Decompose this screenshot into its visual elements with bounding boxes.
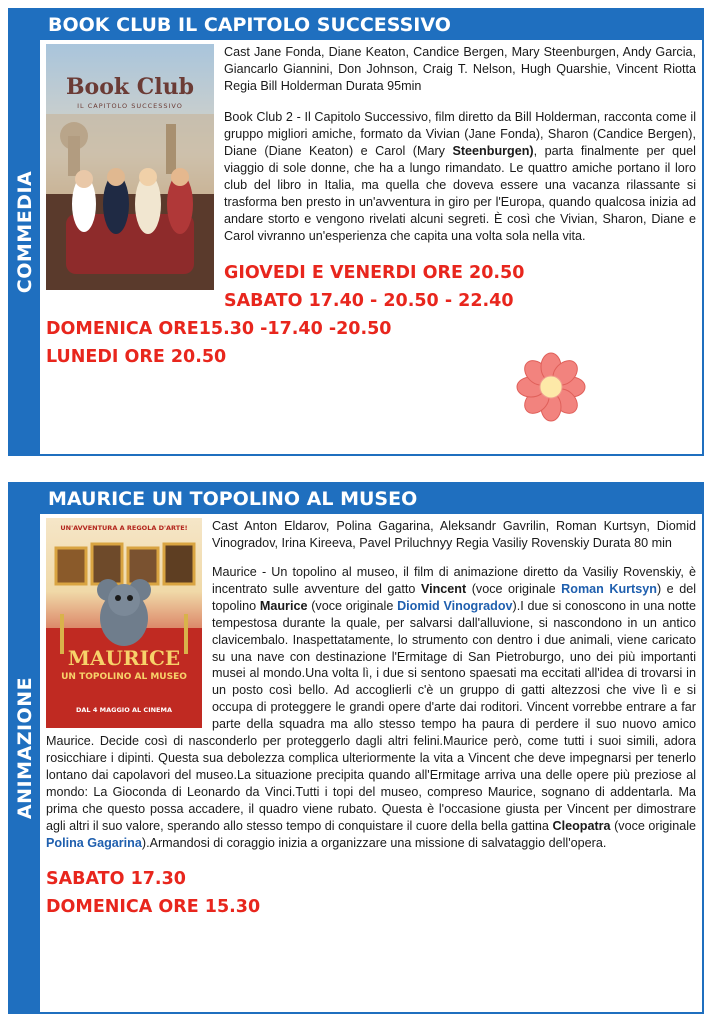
character-name: Cleopatra [552,818,611,833]
poster-logo: MAURICE [67,646,181,670]
showtime-line: DOMENICA ORE15.30 -17.40 -20.50 [46,319,392,339]
genre-label: COMMEDIA [14,170,36,294]
synopsis-text: (voce originale [307,598,398,613]
voice-actor-name: Roman Kurtsyn [561,581,657,596]
synopsis-text: (voce originale [466,581,562,596]
synopsis-text: ) e del topolino [212,581,697,613]
poster-subtitle: UN TOPOLINO AL MUSEO [61,672,187,682]
poster-logo: Book Club [65,74,195,100]
character-name: Vincent [420,581,467,596]
film-title: BOOK CLUB IL CAPITOLO SUCCESSIVO [40,10,702,40]
cast-line: Cast Jane Fonda, Diane Keaton, Candice Bergen, Mary Steenburgen, Andy Garcia, Giancarlo Giannini, Don Johnson, Craig T. Nelson, Hugh Quarshie, Vincent Riotta Regia Bill Holderman Durata 95min [224,45,696,93]
film-poster[interactable] [46,518,202,728]
showtime-line: DOMENICA ORE 15.30 [46,897,261,918]
character-name: Maurice [259,598,308,613]
synopsis-bold: Steenburgen) [452,144,534,158]
film-content [46,518,696,1008]
film-title: MAURICE UN TOPOLINO AL MUSEO [40,484,702,514]
synopsis-text: Maurice - Un topolino al museo, il film di animazione diretto da Vasiliy Rovenskiy, è incentrato sulle avventure del gatto [212,565,696,596]
showtime-line: LUNEDI ORE 20.50 [46,347,227,367]
synopsis-text: , parta finalmente per quel viaggio di sole donne, che ha a lungo rimandato. Le quattro amiche portano il loro club del libro in Italia, ma quella che doveva essere una vacanza rilassante si trasforma ben presto in un'avventura in giro per l'Europa, quando qualcosa inizia ad andare storto e vengono rivelati alcuni segreti. È così che Vivian, Sharon, Diane e Carol vivranno un'esperienza che capita una volta sola nella vita. [224,144,696,243]
poster-illustration [46,518,202,728]
showtime-line: SABATO 17.40 - 20.50 - 22.40 [224,291,514,311]
genre-label: ANIMAZIONE [14,676,37,820]
synopsis-text: (voce originale [610,818,697,833]
showtime-line: GIOVEDI E VENERDI ORE 20.50 [224,263,525,283]
voice-actor-name: Diomid Vinogradov [397,598,513,613]
voice-actor-name: Polina Gagarina [46,835,142,850]
poster-release: DAL 4 MAGGIO AL CINEMA [76,706,172,714]
film-poster[interactable] [46,44,214,290]
synopsis-text: Book Club 2 - Il Capitolo Successivo, film diretto da Bill Holderman, racconta come il gruppo migliori amiche, formato da Vivian (Jane Fonda), Sharon (Candice Bergen), Diane (Diane Keaton) e Carol (Mary [224,110,696,158]
film-content [46,44,696,450]
synopsis-text: ).I due si conoscono in una notte tempestosa durante la quale, per salvarsi dall'alluvione, si nascondono in un antico clavicembalo. Inaspettatamente, lo strumento con dentro i due animali, viene caricato su una nave con destinazione l'Ermitage di San Pietroburgo, uno dei più importanti musei al mondo.Una volta lì, i due si sentono spaesati ma eccitati all'idea di trovarsi in un posto così bello. Ad accoglierli c'è un gruppo di gatti altezzosi che vive lì e si occupa di proteggere le grandi opere d'arte dai roditori. Vincent vorrebbe entrare a far parte della squadra ma allo stesso tempo ha paura di perdere il suo nuovo amico Maurice. Decide così di nasconderlo per proteggerlo dagli altri felini.Maurice però, come tutti i suoi simili, adora rosicchiare i dipinti. Questa sua debolezza complica ulteriormente la vita a Vincent che deve impegnarsi per tenerlo lontano dai capolavori del museo.La situazione precipita quando all'Ermitage arriva una delle opere più preziose al mondo: La Gioconda di Leonardo da Vinci.Tutti i topi del museo, compreso Maurice, sognano di addentarla. Ma prima che questo possa accadere, il quadro viene rubato. Questa è l'occasione giusta per Vincent per dimostrare agli altri il suo valore, sperando allo stesso tempo di conquistare il cuore della bella gattina [46,598,696,833]
showtimes [46,865,696,921]
poster-tagline: UN'AVVENTURA A REGOLA D'ARTE! [60,524,188,532]
film-card-book-club [8,8,704,456]
flower-icon [514,350,588,424]
genre-band [10,10,40,454]
cast-line: Cast Anton Eldarov, Polina Gagarina, Aleksandr Gavrilin, Roman Kurtsyn, Diomid Vinogradov, Irina Kireeva, Pavel Priluchnyy Regia Vasiliy Rovenskiy Durata 80 min [212,519,696,550]
synopsis-text: ).Armandosi di coraggio inizia a organizzare una missione di salvataggio dell'opera. [141,835,607,850]
showtime-line: SABATO 17.30 [46,869,186,890]
genre-band [10,484,40,1012]
film-card-maurice [8,482,704,1014]
poster-subtitle: IL CAPITOLO SUCCESSIVO [77,102,183,110]
